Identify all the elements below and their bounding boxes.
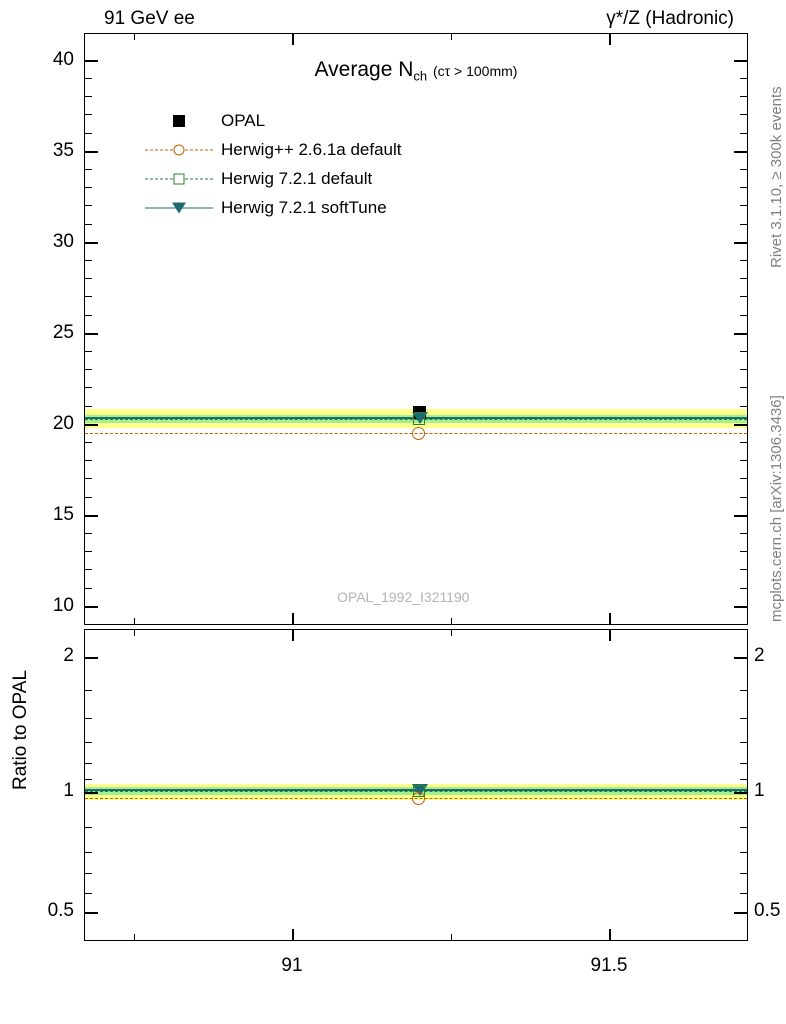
- plot-title: [85, 58, 747, 84]
- xtick-91: 91: [281, 955, 303, 976]
- legend-item-herwig721-softtune: [145, 193, 402, 222]
- ratio-y-axis-label: Ratio to OPAL: [10, 669, 31, 790]
- main-ytick-15: 15: [52, 504, 74, 525]
- ratio-marker-herwigpp: [412, 792, 425, 805]
- marker-herwig721-default: [413, 413, 425, 425]
- ratio-ytick-right-2: 2: [754, 645, 765, 666]
- plot-title-condition: (cτ > 100mm): [432, 63, 518, 79]
- ratio-ytick-right-05: 0.5: [754, 900, 781, 921]
- main-ytick-10: 10: [52, 595, 74, 616]
- main-ytick-20: 20: [52, 413, 74, 434]
- header-left-label: 91 GeV ee: [104, 8, 195, 29]
- legend-item-herwigpp: [145, 135, 402, 164]
- plot-title-subscript: ch: [413, 68, 428, 84]
- legend-item-herwig721-default: [145, 164, 402, 193]
- main-ytick-40: 40: [52, 49, 74, 70]
- legend-marker-filled-square-icon: [145, 111, 213, 131]
- main-ytick-30: 30: [52, 231, 74, 252]
- plot-title-main: Average N: [314, 58, 414, 81]
- main-ytick-35: 35: [52, 140, 74, 161]
- legend-marker-open-square-icon: [145, 169, 213, 189]
- legend-label-herwig721-default: Herwig 7.2.1 default: [221, 168, 373, 188]
- legend-marker-filled-triangle-icon: [145, 198, 213, 218]
- analysis-id-watermark: OPAL_1992_I321190: [337, 589, 470, 605]
- header-right-label: γ*/Z (Hadronic): [606, 8, 734, 29]
- ratio-plot-panel: [84, 629, 748, 941]
- marker-herwigpp: [412, 427, 425, 440]
- legend: [145, 106, 402, 222]
- main-ytick-25: 25: [52, 322, 74, 343]
- mcplots-source-label: mcplots.cern.ch [arXiv:1306.3436]: [768, 395, 785, 622]
- ratio-ytick-right-1: 1: [754, 780, 765, 801]
- xtick-915: 91.5: [590, 955, 628, 976]
- legend-marker-open-circle-icon: [145, 140, 213, 160]
- legend-label-opal: OPAL: [221, 110, 266, 130]
- legend-label-herwig721-softtune: Herwig 7.2.1 softTune: [221, 197, 387, 217]
- rivet-version-label: Rivet 3.1.10, ≥ 300k events: [768, 86, 785, 268]
- ratio-ytick-2: 2: [63, 645, 74, 666]
- ratio-ytick-1: 1: [63, 780, 74, 801]
- ratio-ytick-05: 0.5: [47, 900, 74, 921]
- main-plot-panel: [84, 33, 748, 625]
- legend-item-opal: [145, 106, 402, 135]
- legend-label-herwigpp: Herwig++ 2.6.1a default: [221, 139, 402, 159]
